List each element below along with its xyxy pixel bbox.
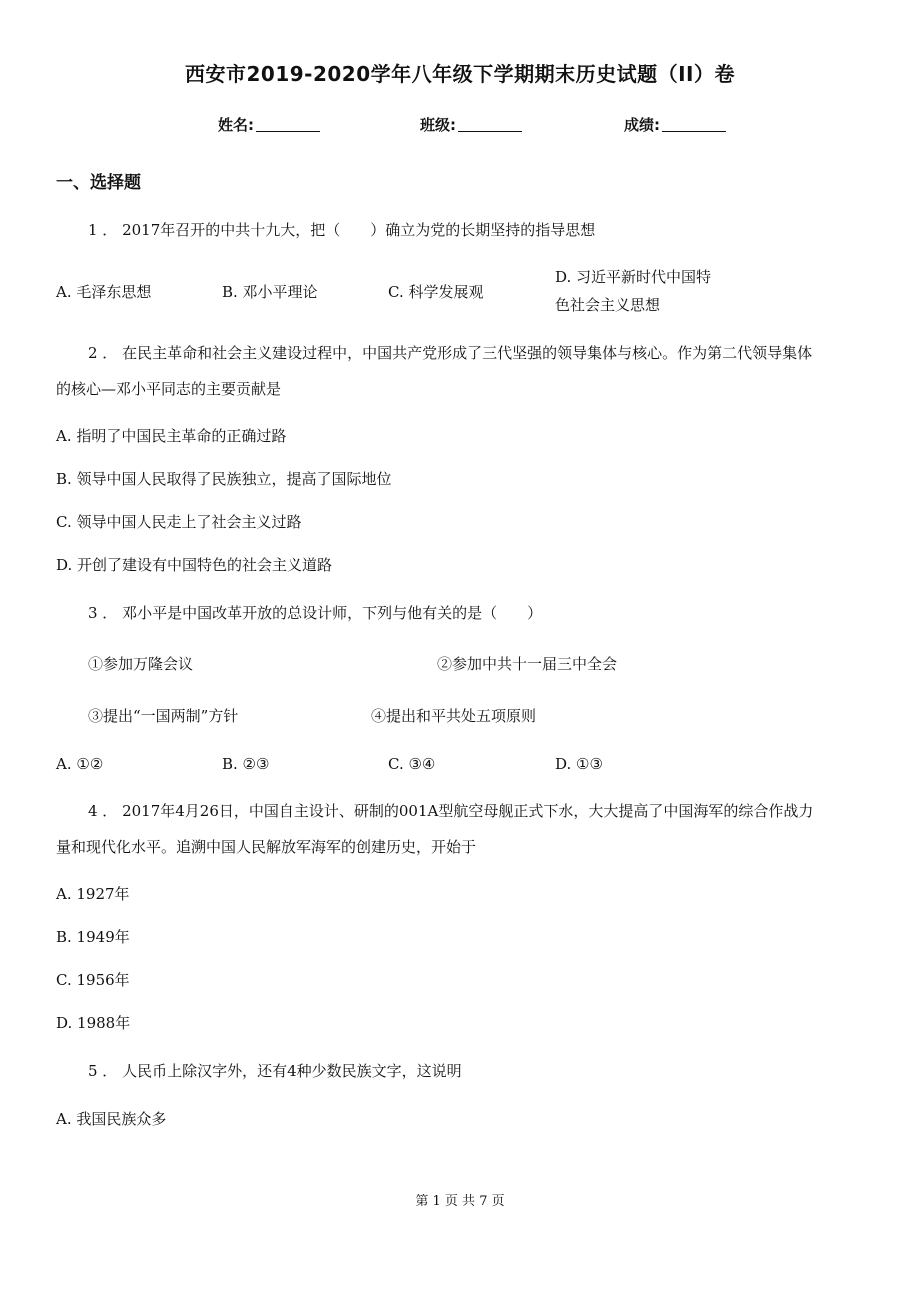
class-field <box>420 114 522 135</box>
score-label: 成绩: <box>624 116 660 134</box>
question-3-item-4: ④提出和平共处五项原则 <box>371 707 537 725</box>
question-5-option-a: A. 我国民族众多 <box>56 1110 167 1128</box>
question-4-stem-line1: 4 ． 2017年4月26日，中国自主设计、研制的001A型航空母舰正式下水，大大提高了中国海军的综合作战力 <box>88 802 814 820</box>
question-4-stem-line2: 量和现代化水平。追溯中国人民解放军海军的创建历史，开始于 <box>56 838 477 856</box>
question-1-option-c: C. 科学发展观 <box>388 283 484 301</box>
class-blank <box>458 117 522 132</box>
question-3-option-a: A. ①② <box>56 755 104 773</box>
question-4-option-a: A. 1927年 <box>56 885 130 903</box>
question-4-option-c: C. 1956年 <box>56 971 130 989</box>
page-footer: 第 1 页 共 7 页 <box>415 1194 505 1209</box>
question-2-option-b: B. 领导中国人民取得了民族独立，提高了国际地位 <box>56 470 392 488</box>
question-2-option-d: D. 开创了建设有中国特色的社会主义道路 <box>56 556 333 574</box>
question-1-stem: 1 ． 2017年召开的中共十九大，把（ ）确立为党的长期坚持的指导思想 <box>88 221 596 239</box>
question-4-option-b: B. 1949年 <box>56 928 130 946</box>
question-3-stem: 3 ． 邓小平是中国改革开放的总设计师，下列与他有关的是（ ） <box>88 604 543 622</box>
name-label: 姓名: <box>218 116 254 134</box>
question-3-option-b: B. ②③ <box>222 755 270 773</box>
question-2-option-c: C. 领导中国人民走上了社会主义过路 <box>56 513 302 531</box>
question-3-item-1: ①参加万隆会议 <box>88 655 194 673</box>
section-heading: 一、选择题 <box>56 173 141 193</box>
question-3-option-c: C. ③④ <box>388 755 436 773</box>
question-2-stem-line2: 的核心—邓小平同志的主要贡献是 <box>56 380 282 398</box>
question-1-option-a: A. 毛泽东思想 <box>56 283 152 301</box>
question-2-stem-line1: 2 ． 在民主革命和社会主义建设过程中，中国共产党形成了三代坚强的领导集体与核心。作为第二代领导集体 <box>88 344 813 362</box>
question-1-option-d-cont: 色社会主义思想 <box>555 296 661 314</box>
question-2-option-a: A. 指明了中国民主革命的正确过路 <box>56 427 287 445</box>
score-field <box>624 114 726 135</box>
question-3-item-3: ③提出“一国两制”方针 <box>88 707 239 725</box>
name-blank <box>256 117 320 132</box>
class-label: 班级: <box>420 116 456 134</box>
question-1-option-d: D. 习近平新时代中国特 <box>555 268 712 286</box>
question-3-item-2: ②参加中共十一届三中全会 <box>437 655 618 673</box>
question-3-option-d: D. ①③ <box>555 755 603 773</box>
page-title: 西安市2019-2020学年八年级下学期期末历史试题（II）卷 <box>184 62 735 86</box>
name-field <box>218 114 320 135</box>
question-1-option-b: B. 邓小平理论 <box>222 283 318 301</box>
score-blank <box>662 117 726 132</box>
question-5-stem: 5 ． 人民币上除汉字外，还有4种少数民族文字，这说明 <box>88 1062 462 1080</box>
question-4-option-d: D. 1988年 <box>56 1014 131 1032</box>
